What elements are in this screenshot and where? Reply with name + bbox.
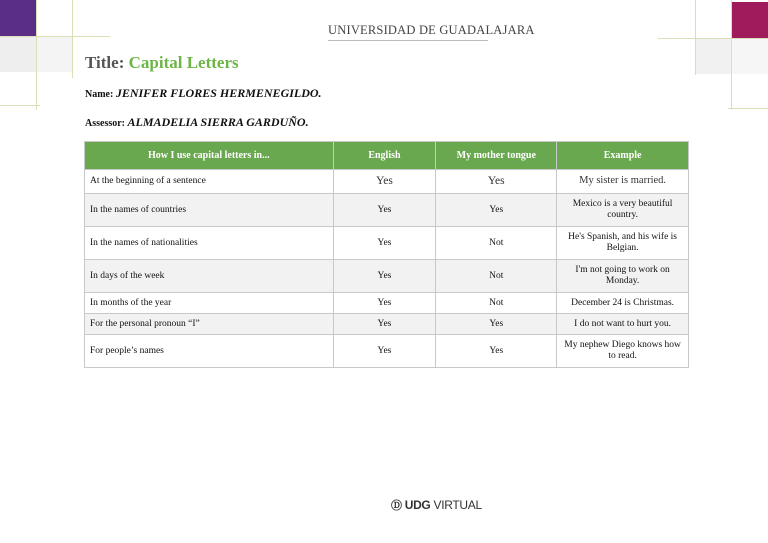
cell-english: Yes [333,293,436,314]
table-row [85,170,689,194]
header-usage: How I use capital letters in... [85,142,334,170]
title-label: Title [85,53,119,72]
cell-mother-tongue: Not [436,293,557,314]
decor-line [0,105,40,106]
table-header-row [85,142,689,170]
footer-brand-thin: VIRTUAL [433,498,482,512]
table-row [85,260,689,293]
capital-letters-table [84,141,689,368]
table-row [85,194,689,227]
decor-line [36,0,37,110]
corner-square-purple [0,0,36,36]
page-title [85,53,239,73]
udg-mark-icon: Ⓓ [391,500,402,512]
table-row [85,335,689,368]
logo-subline [328,40,488,44]
cell-usage: For people’s names [85,335,334,368]
university-name: UNIVERSIDAD DE GUADALAJARA [328,22,535,37]
cell-example: My sister is married. [557,170,689,194]
assessor-colon: : [121,118,128,129]
udg-virtual-logo [391,497,482,513]
cell-english: Yes [333,170,436,194]
cell-mother-tongue: Not [436,227,557,260]
university-logo [322,18,535,48]
title-colon: : [118,53,129,72]
name-value: JENIFER FLORES HERMENEGILDO. [115,86,322,100]
corner-square-magenta [732,2,768,38]
cell-usage: In days of the week [85,260,334,293]
table-row [85,227,689,260]
cell-example: December 24 is Christmas. [557,293,689,314]
header-english: English [333,142,436,170]
corner-square-light [36,36,72,72]
decor-line [728,108,768,109]
assessor-name [85,115,309,130]
cell-english: Yes [333,335,436,368]
cell-example: I'm not going to work on Monday. [557,260,689,293]
table-row [85,314,689,335]
name-colon: : [110,89,116,100]
assessor-label: Assessor [85,118,122,129]
header-example: Example [557,142,689,170]
cell-mother-tongue: Yes [436,335,557,368]
decor-line [0,36,110,37]
name-label: Name [85,89,110,100]
cell-usage: For the personal pronoun “I” [85,314,334,335]
cell-english: Yes [333,260,436,293]
cell-mother-tongue: Yes [436,170,557,194]
corner-square-gray-right [696,38,732,74]
decor-line [72,0,73,78]
assessor-value: ALMADELIA SIERRA GARDUÑO. [127,115,309,129]
cell-usage: In the names of countries [85,194,334,227]
decor-line [658,38,768,39]
cell-usage: In months of the year [85,293,334,314]
header-mother-tongue: My mother tongue [436,142,557,170]
cell-example: My nephew Diego knows how to read. [557,335,689,368]
corner-square-gray [0,36,36,72]
cell-english: Yes [333,314,436,335]
decor-line [731,0,732,110]
title-value: Capital Letters [128,53,239,72]
cell-usage: At the beginning of a sentence [85,170,334,194]
cell-english: Yes [333,227,436,260]
cell-mother-tongue: Yes [436,194,557,227]
student-name [85,86,322,101]
cell-english: Yes [333,194,436,227]
cell-mother-tongue: Yes [436,314,557,335]
footer-brand-bold: UDG [404,498,431,512]
cell-example: I do not want to hurt you. [557,314,689,335]
cell-mother-tongue: Not [436,260,557,293]
cell-example: Mexico is a very beautiful country. [557,194,689,227]
corner-square-light-right [732,38,768,74]
cell-example: He's Spanish, and his wife is Belgian. [557,227,689,260]
cell-usage: In the names of nationalities [85,227,334,260]
table-row [85,293,689,314]
